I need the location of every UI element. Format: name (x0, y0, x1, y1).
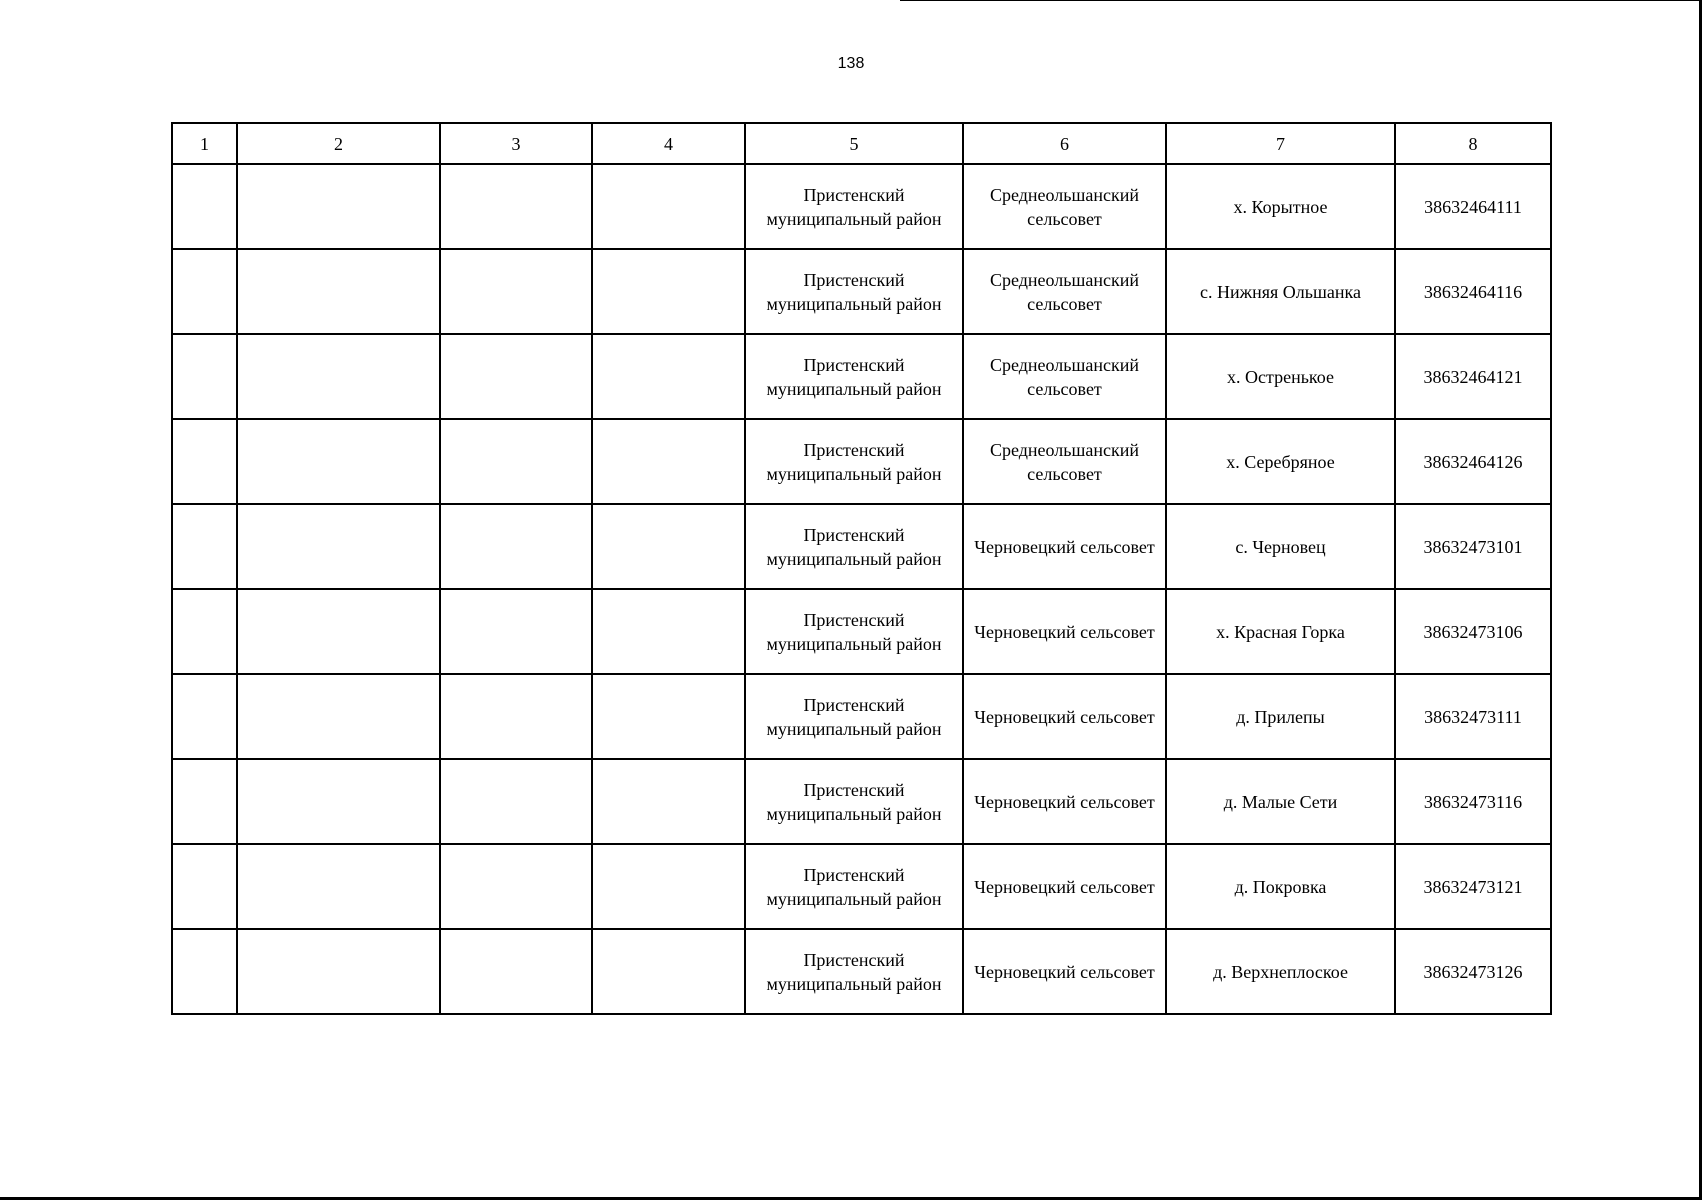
header-cell: 3 (440, 123, 592, 164)
table-cell (592, 419, 745, 504)
council-cell: Среднеольшанский сельсовет (963, 164, 1166, 249)
page-number: 138 (837, 55, 865, 72)
table-cell (440, 759, 592, 844)
settlement-cell: д. Покровка (1166, 844, 1395, 929)
table-cell (592, 929, 745, 1014)
header-cell: 2 (237, 123, 440, 164)
district-cell: Пристенский муниципальный район (745, 504, 963, 589)
code-cell: 38632473106 (1395, 589, 1551, 674)
header-cell: 1 (172, 123, 237, 164)
district-cell: Пристенский муниципальный район (745, 844, 963, 929)
council-cell: Черновецкий сельсовет (963, 589, 1166, 674)
header-cell: 8 (1395, 123, 1551, 164)
table-cell (592, 844, 745, 929)
table-cell (440, 504, 592, 589)
table-cell (172, 929, 237, 1014)
settlement-cell: д. Верхнеплоское (1166, 929, 1395, 1014)
council-cell: Черновецкий сельсовет (963, 844, 1166, 929)
council-cell: Среднеольшанский сельсовет (963, 419, 1166, 504)
table-cell (440, 589, 592, 674)
table-cell (237, 759, 440, 844)
table-row (172, 759, 1551, 844)
header-cell: 6 (963, 123, 1166, 164)
table-cell (592, 164, 745, 249)
top-edge-line (900, 0, 1702, 1)
district-cell: Пристенский муниципальный район (745, 589, 963, 674)
council-cell: Черновецкий сельсовет (963, 929, 1166, 1014)
district-cell: Пристенский муниципальный район (745, 334, 963, 419)
table-cell (592, 674, 745, 759)
table-cell (237, 589, 440, 674)
district-cell: Пристенский муниципальный район (745, 249, 963, 334)
table-cell (172, 504, 237, 589)
settlements-table (171, 122, 1552, 1015)
settlement-cell: х. Остренькое (1166, 334, 1395, 419)
table-cell (440, 929, 592, 1014)
table-row (172, 164, 1551, 249)
table-cell (172, 844, 237, 929)
table-cell (440, 334, 592, 419)
table-cell (172, 164, 237, 249)
table-cell (237, 419, 440, 504)
table-cell (440, 419, 592, 504)
settlement-cell: с. Черновец (1166, 504, 1395, 589)
table-cell (237, 249, 440, 334)
table-row (172, 929, 1551, 1014)
table-cell (172, 589, 237, 674)
header-cell: 5 (745, 123, 963, 164)
district-cell: Пристенский муниципальный район (745, 759, 963, 844)
header-cell: 4 (592, 123, 745, 164)
code-cell: 38632464116 (1395, 249, 1551, 334)
table-row (172, 674, 1551, 759)
council-cell: Среднеольшанский сельсовет (963, 334, 1166, 419)
table-cell (172, 759, 237, 844)
table-cell (237, 164, 440, 249)
table-cell (172, 334, 237, 419)
table-cell (237, 334, 440, 419)
council-cell: Среднеольшанский сельсовет (963, 249, 1166, 334)
header-cell: 7 (1166, 123, 1395, 164)
code-cell: 38632464111 (1395, 164, 1551, 249)
settlement-cell: х. Красная Горка (1166, 589, 1395, 674)
settlement-cell: д. Малые Сети (1166, 759, 1395, 844)
code-cell: 38632473101 (1395, 504, 1551, 589)
table-body (172, 164, 1551, 1014)
table-cell (172, 674, 237, 759)
code-cell: 38632473116 (1395, 759, 1551, 844)
council-cell: Черновецкий сельсовет (963, 504, 1166, 589)
table-cell (440, 249, 592, 334)
table-cell (172, 249, 237, 334)
table-row (172, 589, 1551, 674)
district-cell: Пристенский муниципальный район (745, 419, 963, 504)
table-row (172, 249, 1551, 334)
table-row (172, 334, 1551, 419)
table-cell (592, 759, 745, 844)
table-cell (237, 674, 440, 759)
table-row (172, 504, 1551, 589)
settlement-cell: д. Прилепы (1166, 674, 1395, 759)
code-cell: 38632473126 (1395, 929, 1551, 1014)
table-cell (440, 844, 592, 929)
table-cell (592, 589, 745, 674)
table-cell (440, 164, 592, 249)
settlement-cell: х. Серебряное (1166, 419, 1395, 504)
table-cell (592, 334, 745, 419)
table-cell (592, 249, 745, 334)
code-cell: 38632464126 (1395, 419, 1551, 504)
table-header (172, 123, 1551, 164)
table-cell (440, 674, 592, 759)
table-cell (237, 844, 440, 929)
settlement-cell: х. Корытное (1166, 164, 1395, 249)
code-cell: 38632473121 (1395, 844, 1551, 929)
code-cell: 38632473111 (1395, 674, 1551, 759)
settlement-cell: с. Нижняя Ольшанка (1166, 249, 1395, 334)
code-cell: 38632464121 (1395, 334, 1551, 419)
table-cell (237, 929, 440, 1014)
table-cell (172, 419, 237, 504)
header-row (172, 123, 1551, 164)
district-cell: Пристенский муниципальный район (745, 929, 963, 1014)
table-cell (237, 504, 440, 589)
table-cell (592, 504, 745, 589)
council-cell: Черновецкий сельсовет (963, 674, 1166, 759)
council-cell: Черновецкий сельсовет (963, 759, 1166, 844)
table-row (172, 844, 1551, 929)
table-row (172, 419, 1551, 504)
district-cell: Пристенский муниципальный район (745, 164, 963, 249)
district-cell: Пристенский муниципальный район (745, 674, 963, 759)
